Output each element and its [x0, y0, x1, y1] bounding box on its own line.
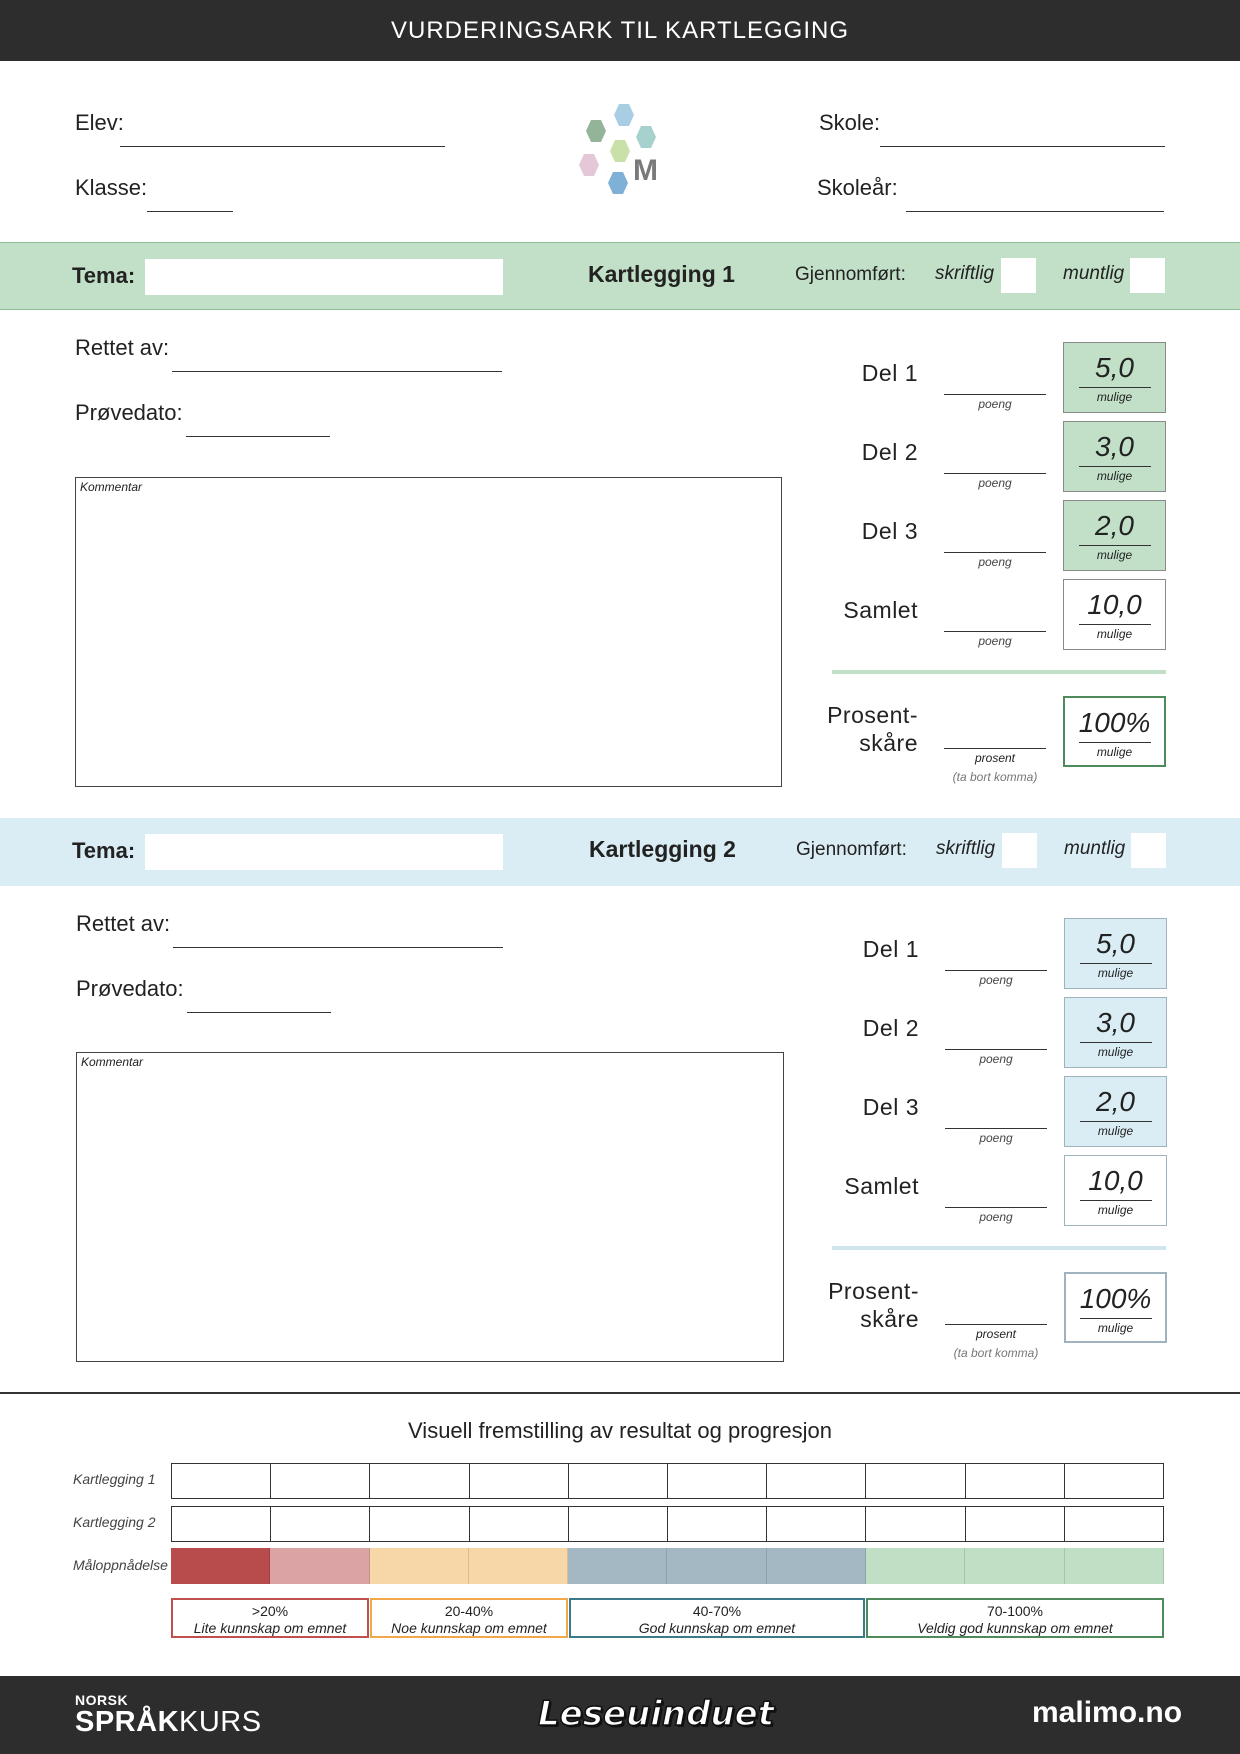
max-points-box: [1064, 918, 1167, 989]
provedato-label: Prøvedato:: [75, 400, 183, 425]
malimo-logo-icon: [560, 100, 680, 212]
provedato-field[interactable]: [186, 436, 330, 437]
section-title: Kartlegging 2: [589, 836, 736, 862]
legend-item-very-good: [866, 1598, 1164, 1638]
percent-unit: prosent: [974, 751, 1016, 765]
percent-label-line2: skåre: [860, 1306, 919, 1332]
progress-row-kartlegging-1[interactable]: [171, 1463, 1164, 1499]
goal-cell: [171, 1548, 270, 1584]
brand-bold: SPRÅK: [75, 1706, 180, 1738]
max-points-box: [1063, 579, 1166, 650]
score-divider: [832, 1246, 1166, 1250]
max-points-label: mulige: [1097, 1045, 1134, 1059]
points-field[interactable]: [944, 631, 1046, 632]
max-points-label: mulige: [1096, 469, 1133, 483]
klasse-label: Klasse:: [75, 175, 148, 200]
part-label: Del 1: [861, 360, 918, 386]
points-field[interactable]: [944, 552, 1046, 553]
brand-light: KURS: [179, 1706, 262, 1738]
logo-letter: M: [633, 154, 658, 187]
section-1-band: [0, 242, 1240, 310]
max-points-value: 2,0: [1096, 1086, 1135, 1117]
gjennomfort-label: Gjennomført:: [795, 264, 906, 285]
max-points-box: [1063, 421, 1166, 492]
skolear-field[interactable]: [906, 211, 1164, 212]
rettet-av-label: Rettet av:: [76, 911, 171, 936]
progress-row-kartlegging-2[interactable]: [171, 1506, 1164, 1542]
points-field[interactable]: [945, 1207, 1047, 1208]
points-field[interactable]: [945, 1049, 1047, 1050]
goal-cell: [866, 1548, 965, 1584]
elev-label: Elev:: [75, 110, 124, 135]
norsk-sprakkurs-logo: [75, 1706, 262, 1739]
muntlig-label: muntlig: [1063, 263, 1125, 284]
legend-range: 40-70%: [692, 1603, 742, 1619]
points-unit: poeng: [978, 397, 1012, 411]
legend-desc: Lite kunnskap om emnet: [193, 1620, 347, 1636]
legend-range: >20%: [251, 1603, 289, 1619]
part-label: Del 2: [862, 1015, 919, 1041]
goal-cell: [767, 1548, 866, 1584]
points-unit: poeng: [979, 1210, 1013, 1224]
klasse-field[interactable]: [147, 211, 233, 212]
max-percent-value: 100%: [1079, 1283, 1152, 1314]
max-percent-label: mulige: [1097, 1321, 1134, 1335]
rettet-av-label: Rettet av:: [75, 335, 170, 360]
legend-item-some: [370, 1598, 568, 1638]
max-points-label: mulige: [1096, 627, 1133, 641]
max-points-value: 2,0: [1095, 510, 1134, 541]
points-field[interactable]: [945, 1128, 1047, 1129]
comment-box[interactable]: [76, 1052, 784, 1362]
tema-label: Tema:: [72, 263, 136, 288]
max-points-box: [1064, 1076, 1167, 1147]
progress-row-maloppnadelse: [171, 1548, 1164, 1584]
percent-label-line2: skåre: [859, 730, 918, 756]
part-label: Samlet: [843, 597, 918, 623]
max-percent-value: 100%: [1078, 707, 1151, 738]
points-unit: poeng: [979, 1052, 1013, 1066]
max-points-value: 10,0: [1088, 1165, 1143, 1196]
score-divider: [832, 670, 1166, 674]
max-percent-box: [1063, 696, 1166, 767]
max-percent-label: mulige: [1096, 745, 1133, 759]
max-points-box: [1063, 500, 1166, 571]
skriftlig-label: skriftlig: [936, 838, 996, 859]
gjennomfort-label: Gjennomført:: [796, 839, 907, 860]
rettet-av-field[interactable]: [172, 371, 502, 372]
skolear-label: Skoleår:: [817, 175, 898, 200]
points-unit: poeng: [979, 1131, 1013, 1145]
page-header: [0, 0, 1240, 61]
section-separator: [0, 1392, 1240, 1394]
max-points-value: 10,0: [1087, 589, 1142, 620]
percent-note: (ta bort komma): [952, 770, 1038, 784]
max-points-label: mulige: [1096, 390, 1133, 404]
percent-label-line1: Prosent-: [828, 1278, 919, 1304]
skriftlig-checkbox[interactable]: [1001, 258, 1036, 293]
max-percent-box: [1064, 1272, 1167, 1343]
legend-desc: Veldig god kunnskap om emnet: [917, 1620, 1113, 1636]
max-points-label: mulige: [1097, 966, 1134, 980]
percent-unit: prosent: [975, 1327, 1017, 1341]
tema-input[interactable]: [145, 834, 503, 870]
legend-item-low: [171, 1598, 369, 1638]
comment-label: Kommentar: [80, 480, 143, 494]
part-label: Samlet: [844, 1173, 919, 1199]
legend-item-good: [569, 1598, 865, 1638]
part-label: Del 1: [862, 936, 919, 962]
part-label: Del 2: [861, 439, 918, 465]
goal-cell: [1065, 1548, 1164, 1584]
section-2-band: [0, 818, 1240, 886]
page-footer: [0, 1676, 1240, 1754]
goal-cell: [370, 1548, 469, 1584]
provedato-label: Prøvedato:: [76, 976, 184, 1001]
percent-label: [778, 701, 918, 757]
goal-cell: [270, 1548, 369, 1584]
max-points-value: 3,0: [1095, 431, 1134, 462]
skriftlig-label: skriftlig: [935, 263, 995, 284]
elev-field[interactable]: [120, 146, 445, 147]
goal-cell: [469, 1548, 568, 1584]
row-label: Kartlegging 2: [73, 1514, 156, 1530]
muntlig-label: muntlig: [1064, 838, 1126, 859]
points-field[interactable]: [944, 473, 1046, 474]
max-points-box: [1064, 1155, 1167, 1226]
norsk-sprakkurs-logo-small: NORSK: [75, 1692, 129, 1708]
max-points-value: 5,0: [1095, 352, 1134, 383]
max-points-label: mulige: [1097, 1124, 1134, 1138]
malimo-link[interactable]: malimo.no: [1032, 1696, 1183, 1729]
tema-label: Tema:: [72, 838, 136, 863]
points-unit: poeng: [978, 634, 1012, 648]
progress-title: Visuell fremstilling av resultat og progresjon: [408, 1418, 832, 1443]
max-points-label: mulige: [1097, 1203, 1134, 1217]
tema-input[interactable]: [145, 259, 503, 295]
muntlig-checkbox[interactable]: [1130, 258, 1165, 293]
part-label: Del 3: [861, 518, 918, 544]
comment-box[interactable]: [75, 477, 782, 787]
legend-desc: Noe kunnskap om emnet: [391, 1620, 547, 1636]
legend-desc: God kunnskap om emnet: [638, 1620, 796, 1636]
comment-label: Kommentar: [81, 1055, 144, 1069]
skole-field[interactable]: [880, 146, 1165, 147]
percent-label: [779, 1277, 919, 1333]
part-label: Del 3: [862, 1094, 919, 1120]
points-unit: poeng: [979, 973, 1013, 987]
max-points-box: [1063, 342, 1166, 413]
skriftlig-checkbox[interactable]: [1002, 833, 1037, 868]
points-field[interactable]: [945, 970, 1047, 971]
row-label: Måloppnådelse: [73, 1557, 168, 1573]
max-points-value: 5,0: [1096, 928, 1135, 959]
goal-cell: [667, 1548, 766, 1584]
goal-cell: [568, 1548, 667, 1584]
goal-cell: [965, 1548, 1064, 1584]
legend-range: 70-100%: [986, 1603, 1044, 1619]
percent-label-line1: Prosent-: [827, 702, 918, 728]
muntlig-checkbox[interactable]: [1131, 833, 1166, 868]
max-points-value: 3,0: [1096, 1007, 1135, 1038]
points-field[interactable]: [944, 394, 1046, 395]
rettet-av-field[interactable]: [173, 947, 503, 948]
percent-note: (ta bort komma): [953, 1346, 1039, 1360]
max-points-label: mulige: [1096, 548, 1133, 562]
legend-range: 20-40%: [444, 1603, 494, 1619]
percent-field[interactable]: [944, 748, 1046, 749]
points-unit: poeng: [978, 555, 1012, 569]
page-title: VURDERINGSARK TIL KARTLEGGING: [391, 16, 849, 44]
skole-label: Skole:: [819, 110, 881, 135]
provedato-field[interactable]: [187, 1012, 331, 1013]
percent-field[interactable]: [945, 1324, 1047, 1325]
points-unit: poeng: [978, 476, 1012, 490]
row-label: Kartlegging 1: [73, 1471, 156, 1487]
max-points-box: [1064, 997, 1167, 1068]
section-title: Kartlegging 1: [588, 261, 735, 287]
leseuinduet-logo: Leseuinduet: [538, 1694, 774, 1734]
